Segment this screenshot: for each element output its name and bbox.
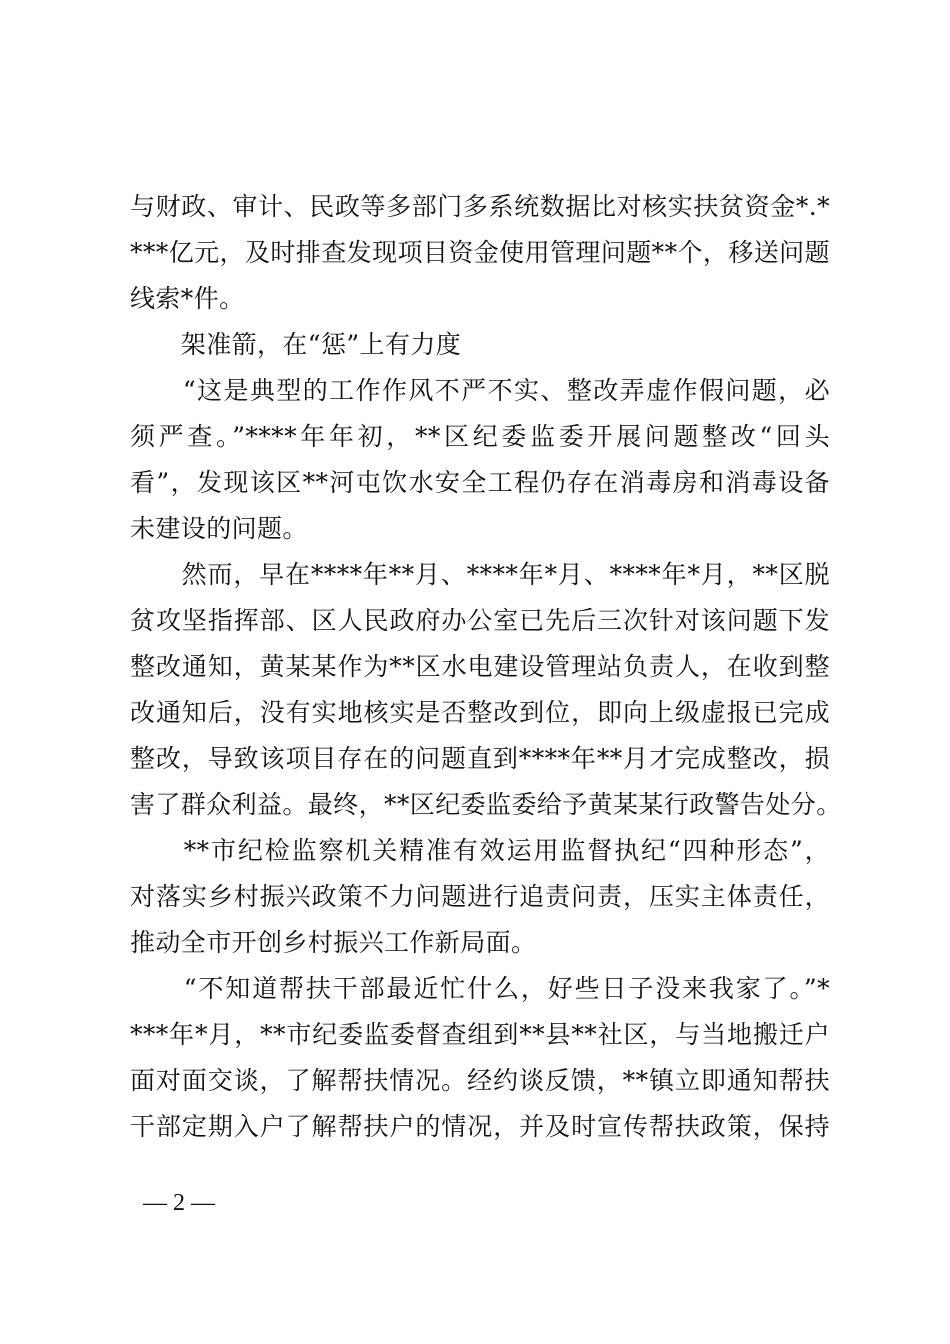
page-number: — 2 —: [143, 1190, 215, 1216]
body-line: 面对面交谈，了解帮扶情况。经约谈反馈，**镇立即通知帮扶: [130, 1066, 830, 1095]
body-line: 须严查。”****年年初，**区纪委监委开展问题整改“回头: [130, 422, 830, 451]
body-line: 整改，导致该项目存在的问题直到****年**月才完成整改，损: [130, 744, 830, 773]
body-line: ***年*月，**市纪委监委督查组到**县**社区，与当地搬迁户: [130, 1020, 830, 1049]
body-line: **市纪检监察机关精准有效运用监督执纪“四种形态”，: [130, 836, 830, 865]
body-line: 对落实乡村振兴政策不力问题进行追责问责，压实主体责任，: [130, 882, 830, 911]
body-line: 整改通知，黄某某作为**区水电建设管理站负责人，在收到整: [130, 652, 830, 681]
body-line: 与财政、审计、民政等多部门多系统数据比对核实扶贫资金*.*: [130, 192, 830, 221]
body-line: 贫攻坚指挥部、区人民政府办公室已先后三次针对该问题下发: [130, 606, 830, 635]
body-line: 线索*件。: [130, 284, 245, 313]
body-line: ***亿元，及时排查发现项目资金使用管理问题**个，移送问题: [130, 238, 830, 267]
body-line: 看”，发现该区**河屯饮水安全工程仍存在消毒房和消毒设备: [130, 468, 830, 497]
section-heading: 架准箭，在“惩”上有力度: [130, 330, 462, 359]
body-line: 推动全市开创乡村振兴工作新局面。: [130, 928, 537, 957]
body-line: 害了群众利益。最终，**区纪委监委给予黄某某行政警告处分。: [130, 790, 842, 819]
body-line: 干部定期入户了解帮扶户的情况，并及时宣传帮扶政策，保持: [130, 1112, 830, 1141]
body-line: 未建设的问题。: [130, 514, 308, 543]
body-line: “这是典型的工作作风不严不实、整改弄虚作假问题，必: [130, 376, 830, 405]
body-line: 改通知后，没有实地核实是否整改到位，即向上级虚报已完成: [130, 698, 830, 727]
body-line: “不知道帮扶干部最近忙什么，好些日子没来我家了。”*: [130, 974, 830, 1003]
body-line: 然而，早在****年**月、****年*月、****年*月，**区脱: [130, 560, 830, 589]
